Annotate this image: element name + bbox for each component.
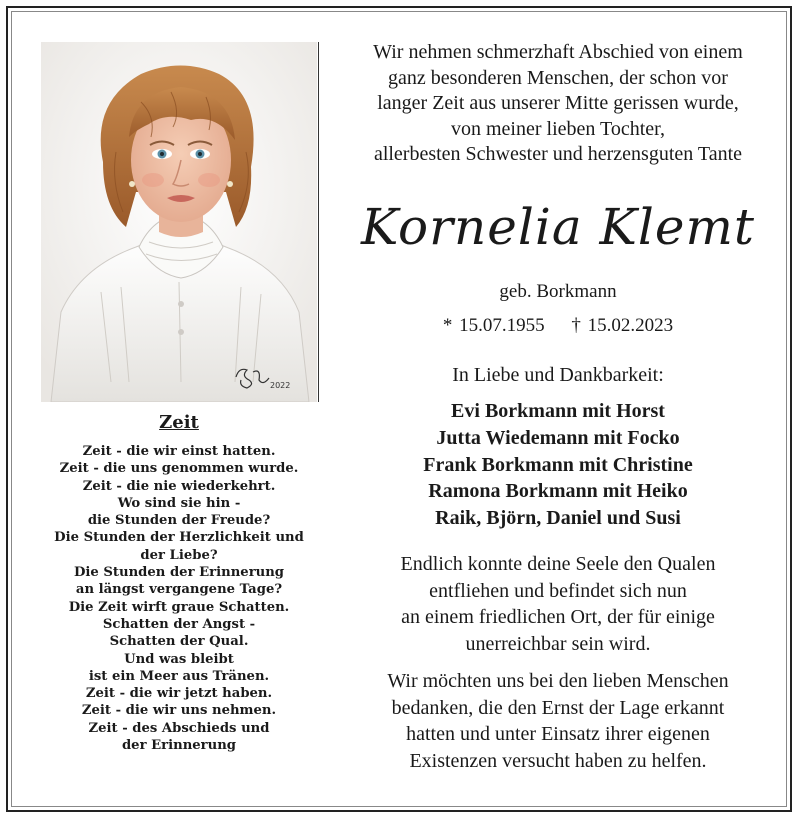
poem-line: Die Stunden der Erinnerung [73, 565, 285, 581]
poem-line: Die Stunden der Herzlichkeit und [54, 530, 304, 546]
intro-text [338, 40, 778, 168]
poem-line: Schatten der Angst - [102, 616, 256, 632]
portrait-drawing [41, 42, 317, 402]
paragraph-line: hatten und unter Einsatz ihrer eigenen [406, 723, 710, 745]
poem-title: Zeit [159, 412, 199, 433]
poem-line: Zeit - die wir jetzt haben. [85, 686, 273, 702]
poem [40, 408, 318, 754]
paragraph-line: entfliehen und befindet sich nun [429, 579, 687, 602]
poem-line: Schatten der Qual. [109, 634, 249, 650]
birth-name: geb. Borkmann [499, 281, 617, 302]
paragraph-line: Endlich konnte deine Seele den Qualen [400, 553, 716, 575]
intro-line: ganz besonderen Menschen, der schon vor [388, 66, 728, 89]
paragraph-line: unerreichbar sein wird. [465, 632, 651, 655]
paragraph-line: Wir möchten uns bei den lieben Menschen [387, 670, 729, 692]
intro-line: von meiner lieben Tochter, [450, 117, 666, 140]
intro-line: Wir nehmen schmerzhaft Abschied von einem [373, 41, 743, 63]
poem-line: der Liebe? [140, 547, 218, 563]
paragraph-line: Existenzen versucht haben zu helfen. [409, 749, 707, 772]
poem-line: ist ein Meer aus Tränen. [88, 668, 270, 684]
family-member: Jutta Wiedemann mit Focko [436, 426, 680, 449]
family-member: Frank Borkmann mit Christine [423, 453, 693, 476]
deceased-name [338, 188, 778, 268]
family-list [338, 398, 778, 532]
birth-date: * 15.07.1955 [442, 315, 545, 336]
poem-line: Zeit - die uns genommen wurde. [59, 461, 299, 477]
signature-year: 2022 [270, 381, 291, 390]
poem-line: an längst vergangene Tage? [75, 582, 283, 598]
life-dates [338, 315, 778, 337]
poem-line: Wo sind sie hin - [117, 495, 241, 511]
intro-line: allerbesten Schwester und herzensguten Tante [373, 143, 743, 165]
poem-line: Die Zeit wirft graue Schatten. [68, 599, 290, 615]
thanks-label: In Liebe und Dankbarkeit: [452, 364, 664, 386]
poem-line: Zeit - des Abschieds und [88, 720, 270, 736]
intro-line: langer Zeit aus unserer Mitte gerissen wurde, [377, 92, 739, 114]
poem-line: Zeit - die wir einst hatten. [82, 444, 276, 459]
deceased-name-text: Kornelia Klemt [361, 198, 755, 256]
vertical-divider [318, 42, 319, 402]
poem-line: Zeit - die wir uns nehmen. [81, 703, 277, 719]
paragraph-line: an einem friedlichen Ort, der für einige [401, 606, 715, 628]
closing-paragraph-1 [338, 551, 778, 657]
family-member: Raik, Björn, Daniel und Susi [435, 507, 681, 530]
paragraph-line: bedanken, die den Ernst der Lage erkannt [391, 696, 725, 719]
poem-line: der Erinnerung [121, 738, 237, 754]
poem-line: Und was bleibt [124, 651, 234, 667]
family-member: Evi Borkmann mit Horst [451, 400, 665, 422]
poem-line: Zeit - die nie wiederkehrt. [82, 478, 276, 494]
poem-line: die Stunden der Freude? [87, 513, 271, 529]
family-member: Ramona Borkmann mit Heiko [428, 480, 688, 503]
closing-paragraph-2 [338, 668, 778, 774]
death-date: † 15.02.2023 [571, 315, 674, 336]
